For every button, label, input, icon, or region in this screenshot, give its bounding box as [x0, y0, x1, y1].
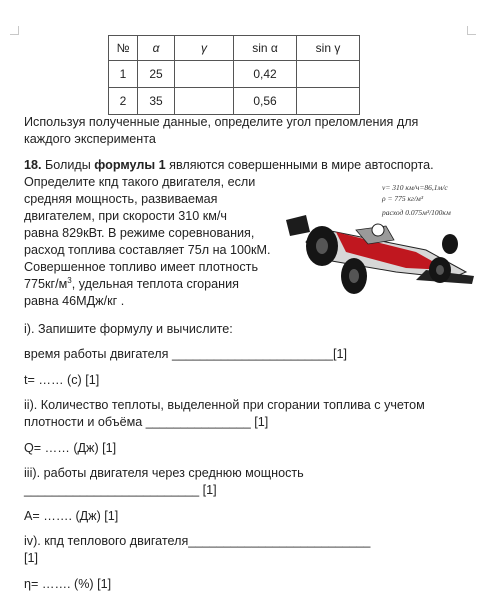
question-4-answer: η= ……. (%) [1]	[24, 577, 112, 591]
question-1-title: i). Запишите формулу и вычислите:	[24, 322, 233, 336]
cell-gamma[interactable]	[175, 88, 234, 115]
cell-gamma[interactable]	[175, 61, 234, 88]
cell-alpha: 25	[138, 61, 175, 88]
cell-sin-gamma[interactable]	[297, 61, 360, 88]
data-table	[108, 35, 360, 115]
crop-mark-left	[10, 26, 19, 35]
problem-line-6: Совершенное топливо имеет плотность	[24, 260, 259, 274]
header-gamma: γ	[175, 36, 234, 61]
intro-text-a: Болиды	[41, 158, 95, 172]
question-2-line-2: плотности и объёма _______________ [1]	[24, 415, 269, 429]
header-number: №	[109, 36, 138, 61]
intro-text-b: являются совершенными в мире автоспорта.	[165, 158, 434, 172]
problem-last-line: равна 46МДж/кг .	[24, 294, 125, 308]
problem-line-3: двигателем, при скорости 310 км/ч	[24, 209, 227, 223]
cell-sin-gamma[interactable]	[297, 88, 360, 115]
question-4-line-1: iv). кпд теплового двигателя__________________________	[24, 534, 371, 548]
problem-line-2: средняя мощность, развиваемая	[24, 192, 218, 206]
race-car-icon	[286, 215, 474, 294]
note-consumption: расход 0.075м³/100км	[382, 208, 451, 217]
cell-alpha: 35	[138, 88, 175, 115]
instruction-line-2: каждого эксперимента	[24, 132, 156, 146]
question-3-answer: A= ……. (Дж) [1]	[24, 509, 119, 523]
problem-intro	[24, 157, 434, 174]
question-2-line-1: ii). Количество теплоты, выделенной при сгорании топлива с учетом	[24, 398, 425, 412]
problem-line-5: расход топлива составляет 75л на 100кМ.	[24, 243, 271, 257]
header-sin-alpha: sin α	[234, 36, 297, 61]
cell-number: 1	[109, 61, 138, 88]
question-2-answer: Q= …… (Дж) [1]	[24, 441, 117, 455]
cell-sin-alpha: 0,42	[234, 61, 297, 88]
table-row	[109, 61, 360, 88]
table-row	[109, 88, 360, 115]
table-header-row	[109, 36, 360, 61]
density-value: 775кг/м	[24, 277, 68, 291]
problem-line-4: равна 829кВт. В режиме соревнования,	[24, 226, 255, 240]
race-car-image	[276, 180, 476, 300]
question-3-line-2: _________________________ [1]	[24, 483, 217, 497]
crop-mark-right	[467, 26, 476, 35]
density-exponent: 3	[67, 275, 72, 285]
density-rest: , удельная теплота сгорания	[71, 277, 239, 291]
question-4-line-2: [1]	[24, 551, 39, 565]
question-3-line-1: iii). работы двигателя через среднюю мощность	[24, 466, 304, 480]
note-density: ρ = 775 кг/м³	[382, 194, 424, 203]
header-alpha: α	[138, 36, 175, 61]
problem-line-1: Определите кпд такого двигателя, если	[24, 175, 256, 189]
note-speed: v= 310 км/ч=86,1м/с	[382, 183, 448, 192]
intro-bold: формулы 1	[94, 158, 166, 172]
question-1-line: время работы двигателя _______________________[1]	[24, 347, 348, 361]
header-sin-gamma: sin γ	[297, 36, 360, 61]
cell-sin-alpha: 0,56	[234, 88, 297, 115]
problem-number: 18.	[24, 158, 42, 172]
instruction-line-1: Используя полученные данные, определите угол преломления для	[24, 115, 419, 129]
cell-number: 2	[109, 88, 138, 115]
problem-density-line	[24, 276, 239, 293]
question-1-answer: t= …… (с) [1]	[24, 373, 100, 387]
